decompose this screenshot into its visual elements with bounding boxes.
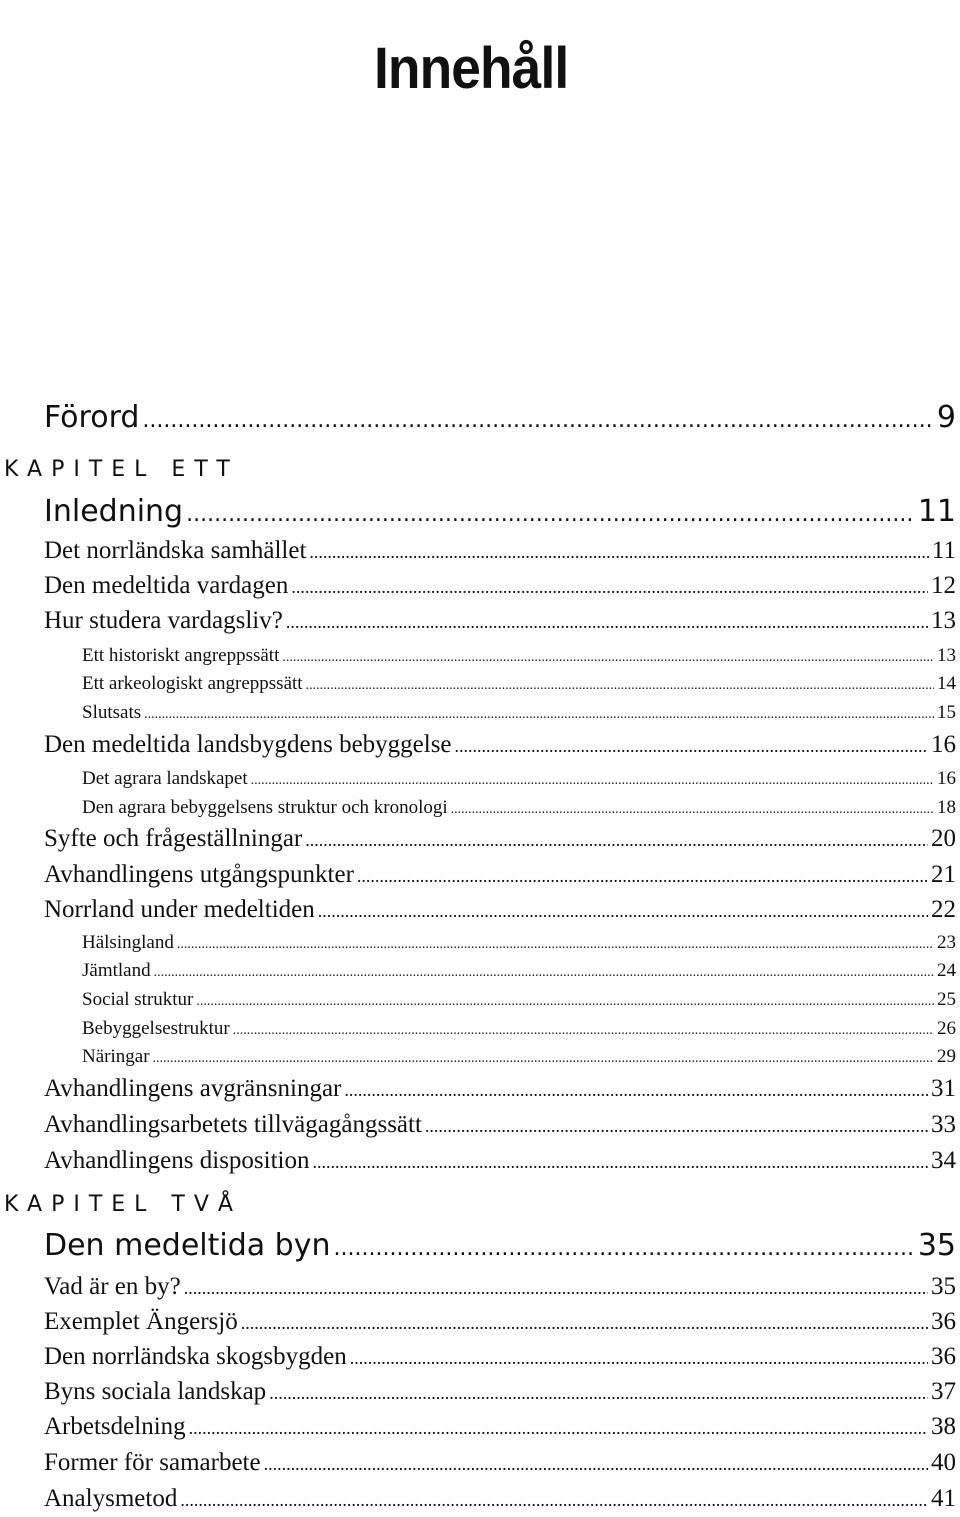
dot-leader [142, 401, 933, 441]
toc-entry-forord[interactable] [44, 398, 956, 438]
toc-entry-page: 36 [931, 1343, 956, 1370]
toc-entry[interactable] [44, 1072, 956, 1106]
dot-leader [180, 1483, 928, 1517]
toc-entry-label: Avhandlingens disposition [44, 1147, 310, 1174]
toc-entry-page: 29 [937, 1046, 956, 1067]
toc-entry[interactable] [44, 986, 956, 1014]
toc-entry-label: Byns sociala landskap [44, 1378, 267, 1405]
dot-leader [357, 859, 928, 893]
toc-entry-label: Syfte och frågeställningar [44, 825, 303, 852]
dot-leader [313, 1145, 928, 1179]
toc-entry-label: Arbetsdelning [44, 1413, 186, 1440]
dot-leader [153, 1045, 934, 1073]
toc-entry-label: Den norrländska skogsbygden [44, 1343, 347, 1370]
toc-entry[interactable] [44, 1108, 956, 1142]
chapter-label: KAPITEL TVÅ [4, 1192, 242, 1217]
dot-leader [344, 1073, 928, 1107]
toc-entry-page: 31 [931, 1075, 956, 1102]
toc-entry[interactable] [44, 1144, 956, 1178]
toc-entry-page: 23 [937, 932, 956, 953]
dot-leader [233, 1017, 934, 1045]
chapter-label: KAPITEL ETT [4, 457, 239, 482]
dot-leader [264, 1447, 928, 1481]
toc-entry-label: Den medeltida vardagen [44, 572, 289, 599]
dot-leader [177, 931, 934, 959]
dot-leader [184, 1271, 928, 1305]
toc-entry[interactable] [44, 642, 956, 670]
toc-entry-label: Hur studera vardagsliv? [44, 607, 283, 634]
toc-chapter-heading[interactable] [44, 1226, 956, 1266]
toc-entry[interactable] [44, 1482, 956, 1516]
toc-entry-page: 18 [937, 797, 956, 818]
toc-entry-label: Ett historiskt angreppssätt [82, 645, 280, 666]
toc-entry-label: Förord [44, 400, 140, 435]
toc-entry-page: 41 [931, 1485, 956, 1512]
toc-entry[interactable] [44, 765, 956, 793]
toc-entry-page: 35 [917, 1228, 956, 1263]
dot-leader [286, 605, 928, 639]
toc-entry-page: 11 [931, 537, 956, 564]
toc-entry[interactable] [44, 1305, 956, 1339]
toc-entry-label: Den agrara bebyggelsens struktur och kronologi [82, 797, 448, 818]
toc-entry-page: 13 [937, 645, 956, 666]
toc-entry-page: 16 [937, 768, 956, 789]
toc-entry-label: Hälsingland [82, 932, 174, 953]
toc-entry-label: Norrland under medeltiden [44, 896, 315, 923]
dot-leader [309, 535, 929, 569]
toc-entry[interactable] [44, 670, 956, 698]
dot-leader [196, 988, 934, 1016]
toc-entry-page: 11 [917, 494, 956, 529]
toc-chapter-heading[interactable] [44, 492, 956, 532]
dot-leader [334, 1229, 915, 1269]
toc-entry-label: Den medeltida landsbygdens bebyggelse [44, 731, 452, 758]
dot-leader [251, 767, 934, 795]
toc-entry[interactable] [44, 1015, 956, 1043]
toc-entry-page: 12 [931, 572, 956, 599]
toc-entry-label: Slutsats [82, 702, 142, 723]
dot-leader [305, 823, 928, 857]
page-title: Innehåll [374, 36, 569, 101]
dot-leader [241, 1306, 928, 1340]
toc-entry-page: 24 [937, 960, 956, 981]
toc-entry-page: 20 [931, 825, 956, 852]
toc-entry-label: Inledning [44, 494, 184, 529]
toc-entry-page: 35 [931, 1273, 956, 1300]
toc-entry-page: 16 [931, 731, 956, 758]
toc-entry-page: 9 [936, 400, 956, 435]
toc-entry[interactable] [44, 957, 956, 985]
toc-entry-label: Jämtland [82, 960, 151, 981]
toc-entry-label: Avhandlingens utgångspunkter [44, 861, 354, 888]
toc-entry-page: 25 [937, 989, 956, 1010]
toc-entry-page: 21 [931, 861, 956, 888]
toc-entry[interactable] [44, 822, 956, 856]
toc-entry[interactable] [44, 1446, 956, 1480]
toc-entry-label: Exemplet Ängersjö [44, 1308, 238, 1335]
toc-entry-label: Vad är en by? [44, 1273, 181, 1300]
dot-leader [186, 495, 915, 535]
dot-leader [144, 701, 934, 729]
toc-entry-page: 38 [931, 1413, 956, 1440]
toc-entry-label: Bebyggelsestruktur [82, 1018, 230, 1039]
toc-entry-label: Det agrara landskapet [82, 768, 248, 789]
toc-entry-label: Social struktur [82, 989, 194, 1010]
toc-entry-page: 34 [931, 1147, 956, 1174]
dot-leader [282, 644, 934, 672]
dot-leader [455, 729, 928, 763]
toc-entry-page: 22 [931, 896, 956, 923]
toc-entry-label: Det norrländska samhället [44, 537, 307, 564]
toc-entry[interactable] [44, 699, 956, 727]
toc-entry-label: Ett arkeologiskt angreppssätt [82, 673, 303, 694]
dot-leader [291, 570, 928, 604]
toc-entry[interactable] [44, 1410, 956, 1444]
toc-entry[interactable] [44, 1340, 956, 1374]
toc-entry[interactable] [44, 604, 956, 638]
toc-entry[interactable] [44, 929, 956, 957]
toc-entry[interactable] [44, 569, 956, 603]
dot-leader [154, 959, 934, 987]
toc-entry-page: 40 [931, 1449, 956, 1476]
dot-leader [318, 894, 928, 928]
dot-leader [306, 672, 934, 700]
toc-entry-label: Analysmetod [44, 1485, 178, 1512]
toc-entry-page: 26 [937, 1018, 956, 1039]
toc-entry[interactable] [44, 1043, 956, 1071]
dot-leader [269, 1376, 928, 1410]
toc-entry[interactable] [44, 1375, 956, 1409]
toc-entry-label: Den medeltida byn [44, 1228, 331, 1263]
dot-leader [451, 796, 934, 824]
toc-entry[interactable] [44, 1270, 956, 1304]
toc-entry-label: Avhandlingsarbetets tillvägagångssätt [44, 1111, 422, 1138]
toc-entry-page: 13 [931, 607, 956, 634]
toc-entry-page: 36 [931, 1308, 956, 1335]
toc-entry[interactable] [44, 728, 956, 762]
dot-leader [189, 1411, 928, 1445]
toc-entry-page: 37 [931, 1378, 956, 1405]
toc-entry-label: Former för samarbete [44, 1449, 261, 1476]
toc-entry-label: Avhandlingens avgränsningar [44, 1075, 342, 1102]
toc-entry[interactable] [44, 794, 956, 822]
dot-leader [350, 1341, 928, 1375]
toc-entry-page: 14 [937, 673, 956, 694]
toc-entry-label: Näringar [82, 1046, 150, 1067]
toc-entry[interactable] [44, 534, 956, 568]
toc-entry[interactable] [44, 893, 956, 927]
toc-entry-page: 33 [931, 1111, 956, 1138]
toc-entry-page: 15 [937, 702, 956, 723]
toc-entry[interactable] [44, 858, 956, 892]
dot-leader [425, 1109, 928, 1143]
